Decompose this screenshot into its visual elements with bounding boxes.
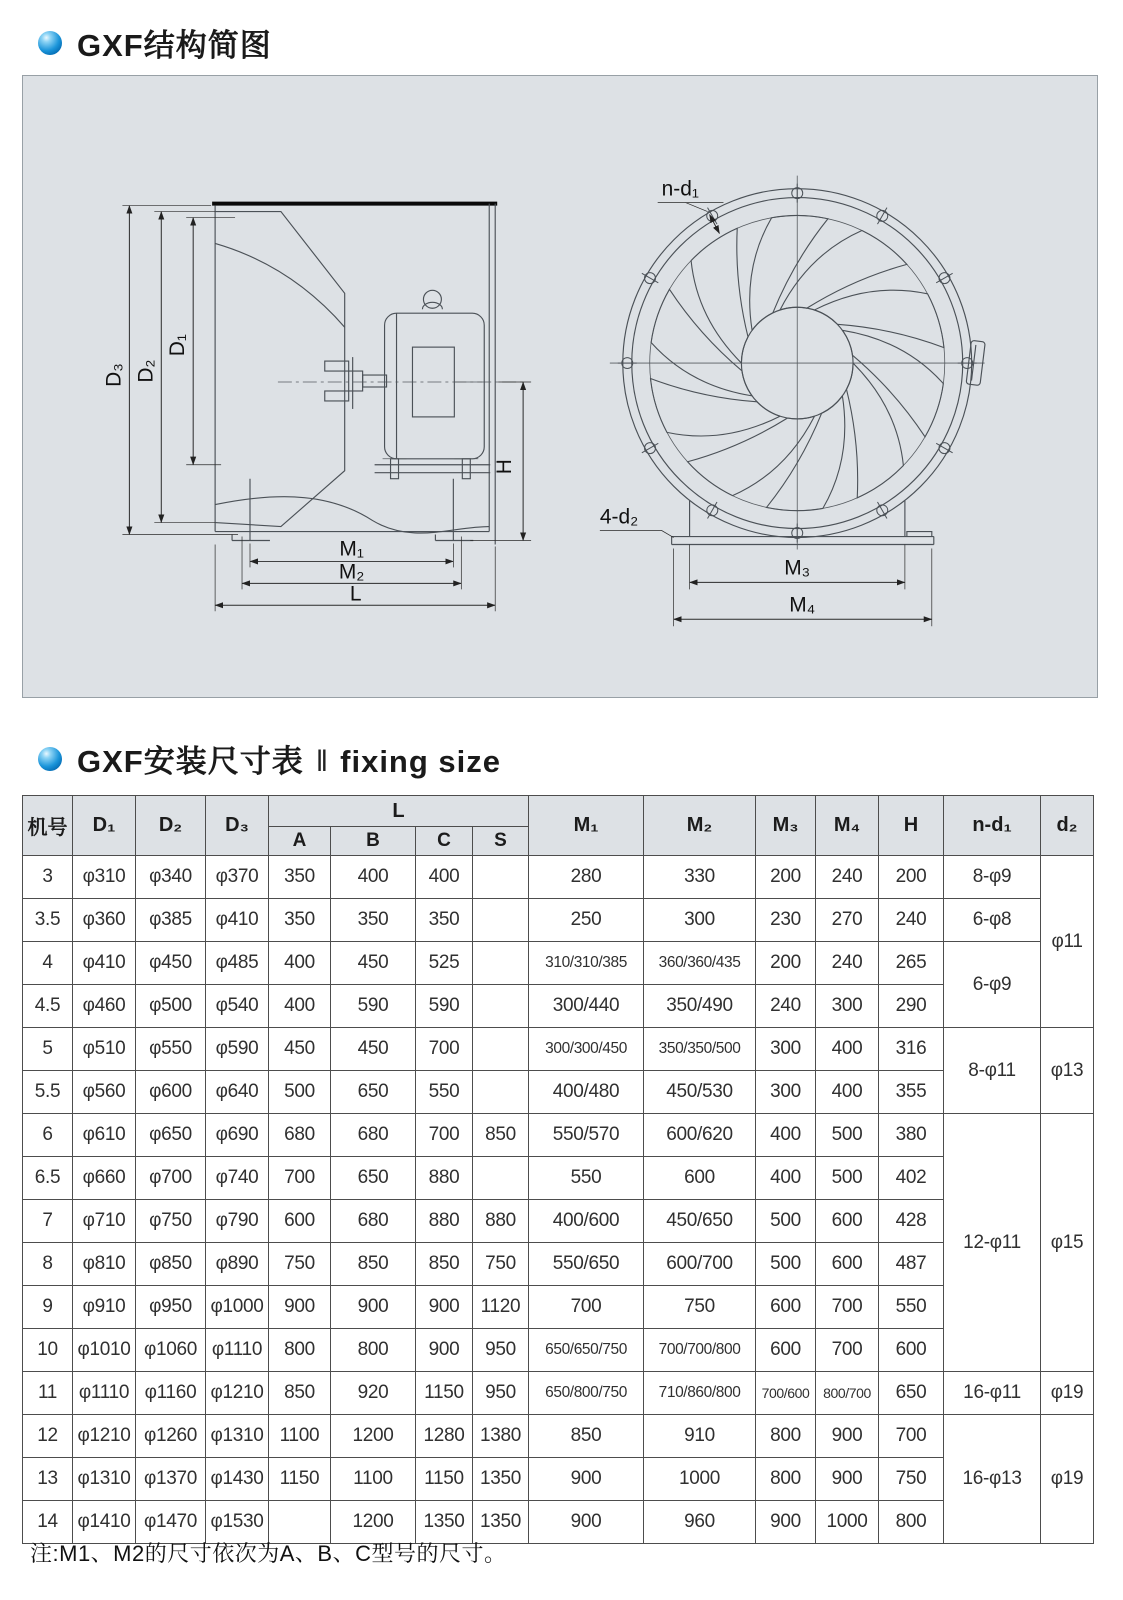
table-cell: 600/620 [644,1114,756,1157]
table-cell: 350 [269,899,331,942]
table-cell: 3 [23,856,73,899]
col-header-m1: M₁ [529,796,644,856]
table-row [23,1071,1094,1114]
table-cell: 200 [756,856,816,899]
page-title: GXF结构简图 [77,28,272,63]
table-cell [473,1028,529,1071]
dim-label-m4: M₄ [789,593,816,617]
table-cell: 355 [879,1071,944,1114]
fixing-section-title [38,736,501,781]
table-cell: 400 [816,1071,879,1114]
table-cell: 300/440 [529,985,644,1028]
table-cell: φ13 [1041,1028,1094,1114]
table-cell: φ550 [136,1028,206,1071]
label-4-d2: 4-d₂ [599,505,639,529]
table-cell: 350/350/500 [644,1028,756,1071]
table-cell: 650 [331,1071,416,1114]
table-cell: 1150 [416,1372,473,1415]
table-cell [473,942,529,985]
table-cell: φ15 [1041,1114,1094,1372]
table-row [23,1200,1094,1243]
table-cell: φ600 [136,1071,206,1114]
table-cell: 500 [816,1157,879,1200]
table-cell: 6-φ8 [944,899,1041,942]
table-cell: 200 [756,942,816,985]
table-cell: 550 [879,1286,944,1329]
table-cell: 1280 [416,1415,473,1458]
table-cell: 12 [23,1415,73,1458]
fan-blade [691,228,748,363]
table-cell: 316 [879,1028,944,1071]
table-cell [473,1071,529,1114]
table-cell: 16-φ13 [944,1415,1041,1544]
table-cell: 400 [816,1028,879,1071]
table-cell: 800 [756,1458,816,1501]
table-cell: 500 [756,1243,816,1286]
col-header-m2: M₂ [644,796,756,856]
table-cell: 650/800/750 [529,1372,644,1415]
table-cell: 600 [816,1243,879,1286]
table-cell: 13 [23,1458,73,1501]
table-cell: 700 [269,1157,331,1200]
table-cell: 380 [879,1114,944,1157]
table-cell: 850 [529,1415,644,1458]
table-cell: 350 [416,899,473,942]
table-cell: φ610 [73,1114,136,1157]
table-cell: 400 [269,985,331,1028]
side-view-drawing [102,204,531,612]
table-cell: 1150 [269,1458,331,1501]
table-cell: φ850 [136,1243,206,1286]
dim-label-l: L [349,582,362,606]
fan-blade [651,289,752,396]
fan-blade [842,330,943,437]
table-cell: φ660 [73,1157,136,1200]
table-cell: φ340 [136,856,206,899]
table-row [23,899,1094,942]
table-row [23,1458,1094,1501]
table-cell: 600 [644,1157,756,1200]
table-row [23,1028,1094,1071]
table-cell: 650 [879,1372,944,1415]
table-cell: 900 [416,1329,473,1372]
table-row [23,942,1094,985]
fixing-title-zh: GXF安装尺寸表 [77,744,304,779]
structure-diagram [23,76,1097,697]
table-row [23,1329,1094,1372]
table-cell: φ460 [73,985,136,1028]
table-cell: 280 [529,856,644,899]
table-cell: φ910 [73,1286,136,1329]
table-cell: 550/570 [529,1114,644,1157]
table-cell: φ19 [1041,1372,1094,1415]
table-cell: 1380 [473,1415,529,1458]
table-cell: 750 [879,1458,944,1501]
col-header-d1: D₁ [73,796,136,856]
table-cell: 1000 [644,1458,756,1501]
table-cell: 920 [331,1372,416,1415]
table-cell: 900 [416,1286,473,1329]
table-cell: φ590 [206,1028,269,1071]
table-cell: 850 [331,1243,416,1286]
table-row [23,1415,1094,1458]
table-cell: φ1210 [206,1372,269,1415]
table-cell: 950 [473,1329,529,1372]
table-cell: 3.5 [23,899,73,942]
table-cell: 200 [879,856,944,899]
table-cell: φ1310 [206,1415,269,1458]
table-cell: 4.5 [23,985,73,1028]
table-footnote: 注:M1、M2的尺寸依次为A、B、C型号的尺寸。 [30,1541,507,1566]
table-cell: φ710 [73,1200,136,1243]
table-cell: 680 [269,1114,331,1157]
table-cell: 360/360/435 [644,942,756,985]
table-cell: φ1530 [206,1501,269,1544]
table-cell: 300 [756,1028,816,1071]
table-cell: φ690 [206,1114,269,1157]
table-cell: φ500 [136,985,206,1028]
col-header-d2: D₂ [136,796,206,856]
table-cell: 1200 [331,1501,416,1544]
col-header-a: A [269,827,331,856]
table-cell: 750 [269,1243,331,1286]
table-cell: 240 [816,942,879,985]
table-cell: 400/600 [529,1200,644,1243]
table-cell: 550 [529,1157,644,1200]
table-cell: 500 [269,1071,331,1114]
table-cell: 230 [756,899,816,942]
table-cell: 800 [331,1329,416,1372]
table-cell: φ950 [136,1286,206,1329]
table-cell: 8 [23,1243,73,1286]
col-header-m4: M₄ [816,796,879,856]
table-cell: 960 [644,1501,756,1544]
table-cell: 9 [23,1286,73,1329]
table-cell: 710/860/800 [644,1372,756,1415]
fan-blade [846,363,903,498]
table-cell: 900 [529,1458,644,1501]
table-cell: 300 [644,899,756,942]
dim-label-m3: M₃ [784,556,811,580]
table-cell [473,856,529,899]
table-cell: 310/310/385 [529,942,644,985]
title-divider: ‖ [315,745,329,778]
table-cell: φ700 [136,1157,206,1200]
table-cell: φ385 [136,899,206,942]
table-cell: 250 [529,899,644,942]
table-cell: 880 [416,1200,473,1243]
table-cell: 500 [756,1200,816,1243]
table-cell: 800/700 [816,1372,879,1415]
table-cell: φ450 [136,942,206,985]
table-cell: 402 [879,1157,944,1200]
table-cell: 8-φ9 [944,856,1041,899]
table-cell: 900 [816,1415,879,1458]
table-cell: 8-φ11 [944,1028,1041,1114]
table-cell: 800 [879,1501,944,1544]
table-cell: φ1260 [136,1415,206,1458]
table-cell: 1150 [416,1458,473,1501]
table-cell: 880 [416,1157,473,1200]
table-cell: φ485 [206,942,269,985]
table-cell: 300/300/450 [529,1028,644,1071]
structure-diagram-panel [22,75,1098,698]
table-cell: 550 [416,1071,473,1114]
table-cell: φ11 [1041,856,1094,1028]
table-cell: φ1060 [136,1329,206,1372]
table-cell: φ1210 [73,1415,136,1458]
table-row [23,1286,1094,1329]
table-cell: 700 [816,1286,879,1329]
table-cell: 350 [331,899,416,942]
table-cell: 1350 [416,1501,473,1544]
table-cell: 450/530 [644,1071,756,1114]
blue-dot-icon [38,747,62,771]
col-header-d3: D₃ [206,796,269,856]
table-cell: 1200 [331,1415,416,1458]
table-cell: 680 [331,1200,416,1243]
table-cell: φ360 [73,899,136,942]
fan-blade [651,379,780,436]
table-cell: 240 [756,985,816,1028]
table-cell: φ510 [73,1028,136,1071]
table-cell: 6-φ9 [944,942,1041,1028]
table-cell: 500 [816,1114,879,1157]
table-cell: 300 [756,1071,816,1114]
table-cell: 600 [756,1329,816,1372]
table-cell: 600 [756,1286,816,1329]
dim-label-h: H [493,459,517,475]
table-cell: 880 [473,1200,529,1243]
table-row [23,1243,1094,1286]
table-cell: φ1430 [206,1458,269,1501]
table-cell: 400/480 [529,1071,644,1114]
dim-label-d2: D₂ [134,359,158,383]
fan-blade [750,216,828,331]
table-cell: 265 [879,942,944,985]
table-row [23,856,1094,899]
table-cell: 240 [816,856,879,899]
table-cell: 450 [331,942,416,985]
table-cell: 700 [816,1329,879,1372]
fixing-size-table [22,795,1094,1544]
table-cell: 950 [473,1372,529,1415]
table-cell: 900 [816,1458,879,1501]
dim-label-d1: D₁ [166,334,190,357]
table-cell: 400 [416,856,473,899]
table-cell: 680 [331,1114,416,1157]
table-cell: 750 [644,1286,756,1329]
table-cell: 1100 [269,1415,331,1458]
fan-blade [814,290,943,347]
table-cell: 800 [756,1415,816,1458]
table-cell: 700 [529,1286,644,1329]
table-cell [473,899,529,942]
table-cell: 428 [879,1200,944,1243]
table-cell: φ19 [1041,1415,1094,1544]
blue-dot-icon [38,31,62,55]
table-cell: 700 [416,1028,473,1071]
table-cell: 450 [269,1028,331,1071]
table-cell: 900 [529,1501,644,1544]
table-cell: 12-φ11 [944,1114,1041,1372]
table-cell: φ1410 [73,1501,136,1544]
table-cell: 600 [879,1329,944,1372]
table-cell: φ1110 [73,1372,136,1415]
table-cell: 525 [416,942,473,985]
table-cell: 400 [269,942,331,985]
table-cell: 5 [23,1028,73,1071]
table-cell: 270 [816,899,879,942]
table-cell: 700 [879,1415,944,1458]
table-cell: 910 [644,1415,756,1458]
table-cell: φ540 [206,985,269,1028]
table-cell: φ1160 [136,1372,206,1415]
table-cell: 590 [331,985,416,1028]
table-cell: φ410 [73,942,136,985]
table-cell: 1350 [473,1458,529,1501]
table-cell: φ650 [136,1114,206,1157]
table-cell: 700/600 [756,1372,816,1415]
front-view-drawing [600,176,985,627]
col-header-l: L [269,796,529,827]
table-cell: 290 [879,985,944,1028]
dim-label-d3: D₃ [102,363,126,387]
table-cell: 1000 [816,1501,879,1544]
table-row [23,985,1094,1028]
table-cell: 650 [331,1157,416,1200]
table-cell: 450 [331,1028,416,1071]
table-cell: φ810 [73,1243,136,1286]
table-cell: 400 [756,1114,816,1157]
table-cell: 350 [269,856,331,899]
table-cell: φ890 [206,1243,269,1286]
table-cell: 240 [879,899,944,942]
table-cell: 300 [816,985,879,1028]
label-n-d1: n-d₁ [661,177,699,201]
table-cell: 600 [269,1200,331,1243]
col-header-n-d1: n-d₁ [944,796,1041,856]
table-cell: φ1110 [206,1329,269,1372]
table-cell: 900 [269,1286,331,1329]
table-cell: φ1000 [206,1286,269,1329]
table-cell: 16-φ11 [944,1372,1041,1415]
table-cell: 350/490 [644,985,756,1028]
table-cell: 590 [416,985,473,1028]
table-cell: 650/650/750 [529,1329,644,1372]
table-cell: φ560 [73,1071,136,1114]
col-header-h: H [879,796,944,856]
table-cell: 4 [23,942,73,985]
table-cell: φ790 [206,1200,269,1243]
table-cell: 1120 [473,1286,529,1329]
table-cell: φ640 [206,1071,269,1114]
table-row [23,1372,1094,1415]
table-cell: 11 [23,1372,73,1415]
table-cell: 5.5 [23,1071,73,1114]
col-header-m3: M₃ [756,796,816,856]
table-cell: 14 [23,1501,73,1544]
table-cell: φ410 [206,899,269,942]
table-cell: 6.5 [23,1157,73,1200]
table-cell: 450/650 [644,1200,756,1243]
table-cell [473,1157,529,1200]
table-cell: 850 [416,1243,473,1286]
table-cell: φ740 [206,1157,269,1200]
table-cell: φ1370 [136,1458,206,1501]
table-cell: 550/650 [529,1243,644,1286]
table-cell [473,985,529,1028]
dim-label-m2: M₂ [338,560,365,584]
table-cell: φ310 [73,856,136,899]
table-cell: 10 [23,1329,73,1372]
col-header-s: S [473,827,529,856]
table-cell: 700 [416,1114,473,1157]
table-cell: 850 [473,1114,529,1157]
table-cell: φ750 [136,1200,206,1243]
table-cell: 750 [473,1243,529,1286]
dim-label-m1: M₁ [339,537,364,561]
table-cell: φ1010 [73,1329,136,1372]
structure-section-title [38,20,272,65]
fixing-title-en: fixing size [340,744,502,779]
table-row [23,1157,1094,1200]
fan-blade [767,396,845,511]
table-cell: φ1470 [136,1501,206,1544]
table-cell: 1100 [331,1458,416,1501]
table-cell: 330 [644,856,756,899]
table-cell: 400 [331,856,416,899]
table-cell: 1350 [473,1501,529,1544]
table-cell: 600/700 [644,1243,756,1286]
table-cell: φ370 [206,856,269,899]
table-cell: 487 [879,1243,944,1286]
col-header-d2-hole: d₂ [1041,796,1094,856]
col-header-jihao: 机号 [23,796,73,856]
table-cell: 7 [23,1200,73,1243]
table-cell: 900 [756,1501,816,1544]
table-cell: 700/700/800 [644,1329,756,1372]
table-cell: 6 [23,1114,73,1157]
table-cell: 600 [816,1200,879,1243]
col-header-c: C [416,827,473,856]
table-row [23,1114,1094,1157]
table-cell: 900 [331,1286,416,1329]
table-cell: 800 [269,1329,331,1372]
col-header-b: B [331,827,416,856]
table-cell: φ1310 [73,1458,136,1501]
table-cell: 400 [756,1157,816,1200]
table-cell: 850 [269,1372,331,1415]
